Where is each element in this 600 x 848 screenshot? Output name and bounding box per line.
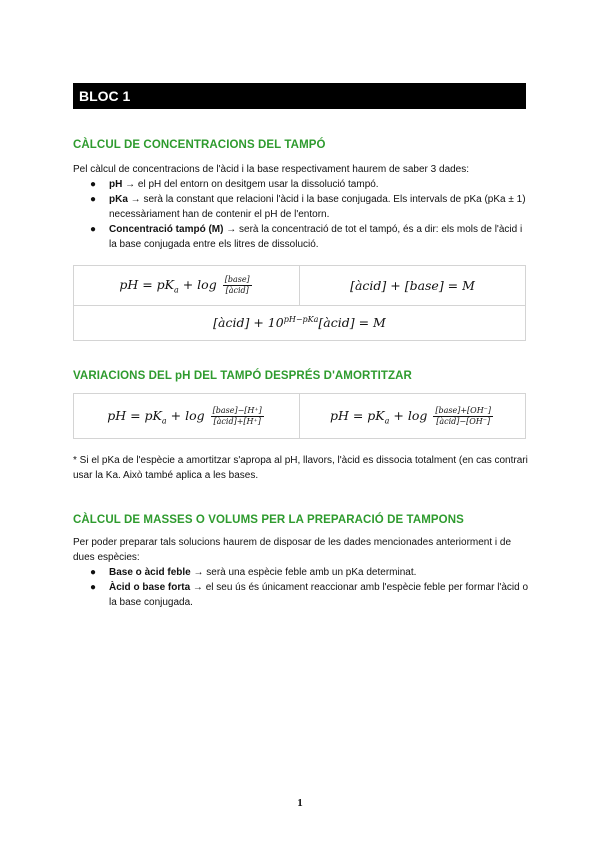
formula-acid-added: pH = $pK_a + \log$ $\frac{\text{[base]−[H⁺]}}{\text{[àcid]+[H⁺]}}$: [74, 394, 300, 439]
item-text: → serà una espècie feble amb un pKa determinat.: [190, 567, 417, 578]
list-item: [73, 222, 528, 252]
formula-total-concentration: [àcid] + [base] = M: [300, 266, 526, 306]
item-term: Àcid o base forta: [109, 582, 191, 593]
section1-list: [73, 177, 528, 252]
item-text: → el seu ús és únicament reaccionar amb l'espècie feble per formar l'àcid o la base conjugada.: [109, 582, 529, 608]
list-item: [73, 565, 528, 580]
list-item: [73, 192, 528, 222]
bullet-icon: ●: [90, 567, 97, 578]
item-term: Base o àcid feble: [109, 567, 191, 578]
section3-list: [73, 565, 528, 610]
bloc-title: BLOC 1: [79, 88, 131, 104]
bullet-icon: ●: [90, 582, 97, 593]
list-item: [73, 177, 528, 192]
formula-base-added: pH = $pK_a + \log$ $\frac{\text{[base]+[OH⁻]}}{\text{[àcid]−[OH⁻]}}$: [300, 394, 526, 439]
section-heading-variacions: VARIACIONS DEL pH DEL TAMPÓ DESPRÉS D'AMORTITZAR: [73, 370, 412, 382]
item-text: → serà la concentració de tot el tampó, és a dir: els mols de l'àcid i la base conjugada entre els litres de dissolució.: [109, 224, 523, 250]
section-heading-masses: CÀLCUL DE MASSES O VOLUMS PER LA PREPARACIÓ DE TAMPONS: [73, 514, 464, 526]
formula-henderson: pH = $pK_a + \log$ $\frac{\text{[base]}}{\text{[àcid]}}$: [74, 266, 300, 306]
bloc-title-bar: [73, 83, 526, 109]
item-text: → serà la constant que relacioni l'àcid i la base conjugada. Els intervals de pKa (pKa ± 1) necessàriament han de contenir el pH de l'entorn.: [109, 194, 526, 220]
item-text: → el pH del entorn on desitgem usar la dissolució tampó.: [122, 179, 379, 190]
bullet-icon: ●: [90, 194, 97, 205]
bullet-icon: ●: [90, 224, 97, 235]
page-number: 1: [297, 797, 303, 809]
item-term: pKa: [109, 194, 128, 205]
formula-combined: [àcid] + $10^{pH-pKa}[àcid] = M$: [74, 306, 526, 341]
variation-formulas-table: [73, 393, 526, 439]
section1-intro: Pel càlcul de concentracions de l'àcid i la base respectivament haurem de saber 3 dades:: [73, 164, 470, 175]
section3-intro: Per poder preparar tals solucions haurem de disposar de les dades mencionades anteriorment i de dues espècies:: [73, 537, 512, 563]
section2-note: * Si el pKa de l'espècie a amortitzar s'apropa al pH, llavors, l'àcid es dissocia totalment (en cas contrari usar la Ka. Això també aplica a les bases.: [73, 455, 528, 481]
item-term: pH: [109, 179, 123, 190]
section-heading-concentracions: CÀLCUL DE CONCENTRACIONS DEL TAMPÓ: [73, 139, 326, 151]
bullet-icon: ●: [90, 179, 97, 190]
list-item: [73, 580, 528, 610]
item-term: Concentració tampó (M): [109, 224, 224, 235]
concentration-formulas-table: [73, 265, 526, 341]
